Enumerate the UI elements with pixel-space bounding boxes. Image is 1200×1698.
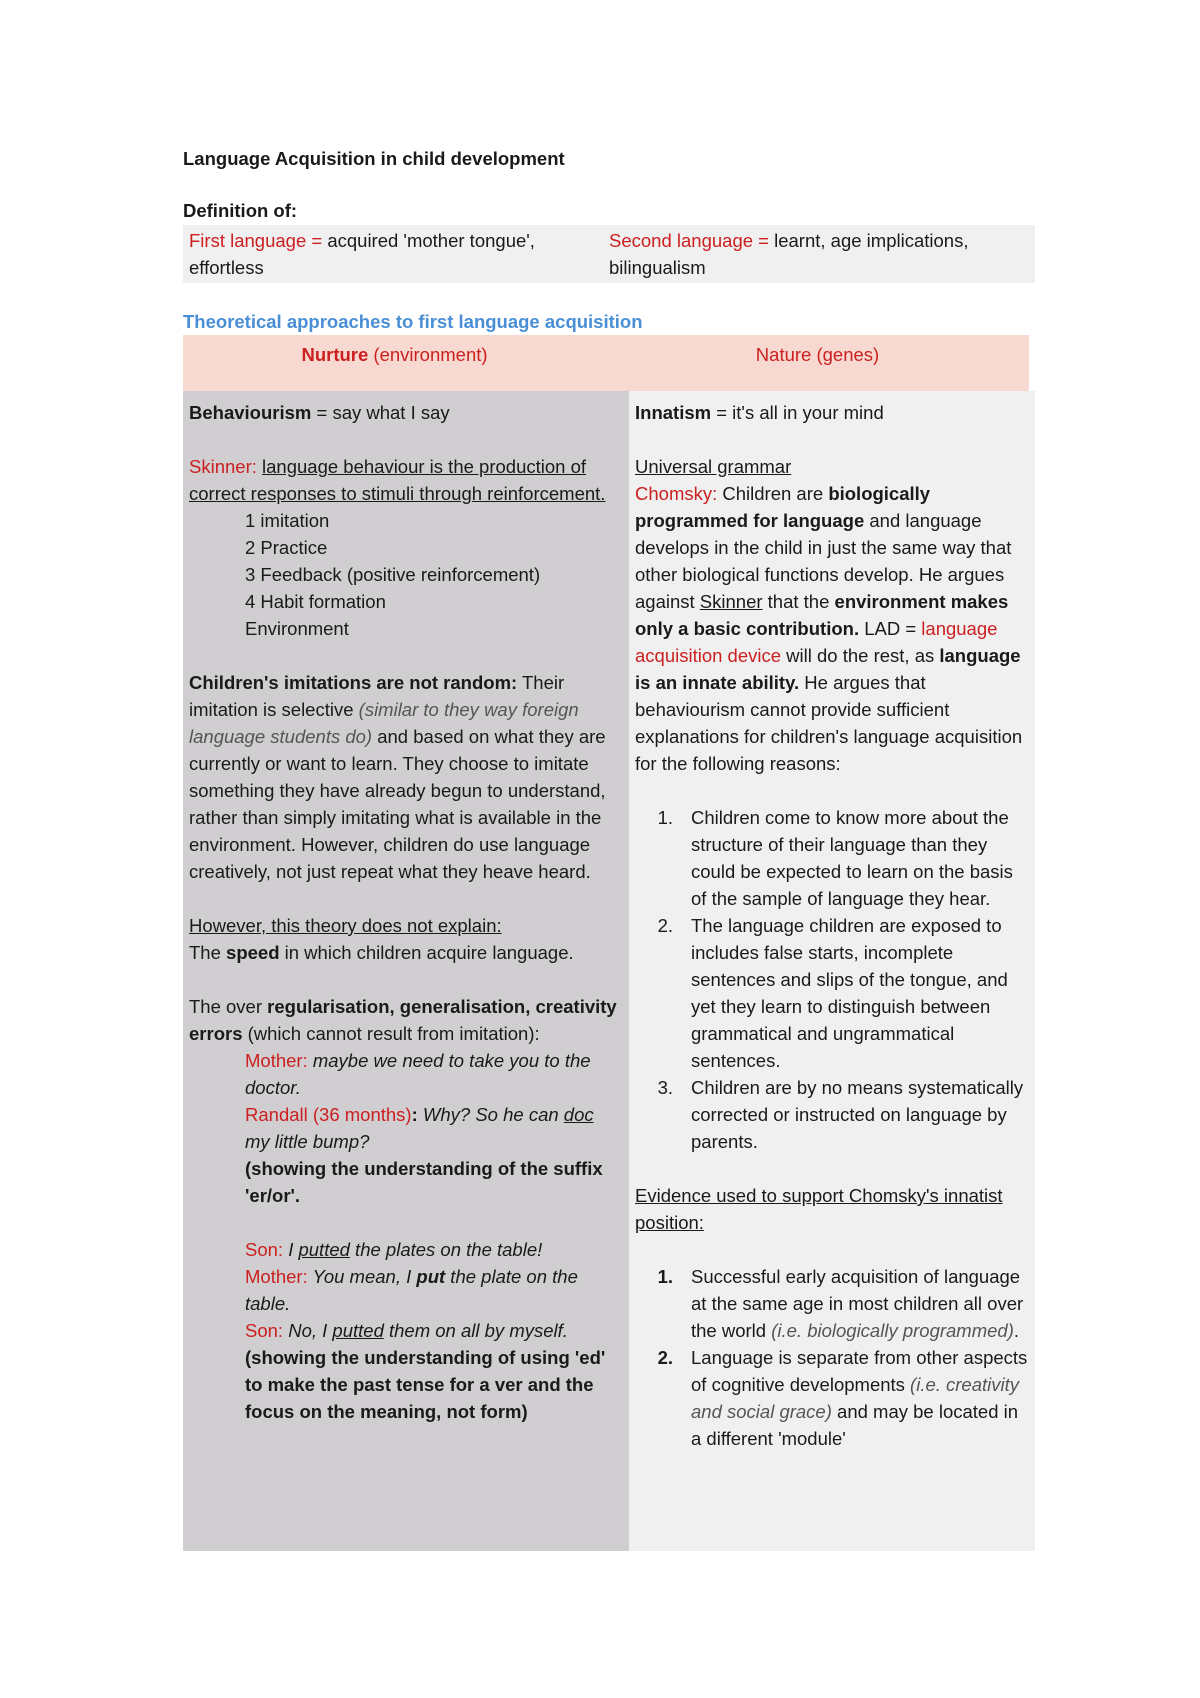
lad-term: language acquisition device bbox=[635, 618, 998, 666]
mother-name: Mother: bbox=[245, 1050, 308, 1071]
son-line-1 bbox=[245, 1236, 623, 1263]
speed-a: The bbox=[189, 942, 227, 963]
definition-table bbox=[183, 225, 1035, 283]
list-text: Children are by no means systematically corrected or instructed on language by parents. bbox=[691, 1077, 1024, 1152]
randall-b: my little bump? bbox=[245, 1131, 370, 1152]
first-language-text: acquired 'mother tongue', effortless bbox=[189, 230, 535, 278]
son-underlined: putted bbox=[298, 1239, 350, 1260]
nature-column bbox=[629, 391, 1035, 1551]
imitation-italic: (similar to they way foreign language students do) bbox=[189, 699, 579, 747]
chomsky-text: and language develops in the child in just the same way that other biological functions develop. He argues against bbox=[635, 510, 1012, 612]
list-number: 1. bbox=[657, 1266, 673, 1287]
nature-header: Nature (genes) bbox=[755, 344, 880, 365]
not-explain-heading: However, this theory does not explain: bbox=[189, 915, 502, 936]
chomsky-text: He argues that behaviourism cannot provide sufficient explanations for children's language acquisition for the following reasons: bbox=[635, 672, 1023, 774]
list-text: The language children are exposed to includes false starts, incomplete sentences and slips of the tongue, and yet they learn to distinguish between grammatical and ungrammatical sentences. bbox=[691, 915, 1008, 1071]
chomsky-text: that the bbox=[762, 591, 835, 612]
list-item bbox=[635, 1263, 1029, 1344]
speed-bold: speed bbox=[226, 942, 280, 963]
theory-table-body bbox=[183, 391, 1035, 1551]
randall-colon: : bbox=[411, 1104, 418, 1125]
reasons-list bbox=[635, 804, 1029, 1155]
behaviourism-line bbox=[189, 399, 623, 426]
chomsky-bold: biologically programmed for language bbox=[635, 483, 931, 531]
behaviourism-term: Behaviourism bbox=[189, 402, 312, 423]
list-text bbox=[691, 1344, 1029, 1452]
randall-line bbox=[245, 1101, 623, 1155]
list-item bbox=[635, 804, 1029, 912]
chomsky-bold: environment makes only a basic contribution. bbox=[635, 591, 1009, 639]
steps-list bbox=[189, 507, 623, 642]
chomsky-text: Children are bbox=[717, 483, 829, 504]
list-number: 3. bbox=[657, 1077, 673, 1098]
chomsky-bold: language is an innate ability. bbox=[635, 645, 1021, 693]
evidence-tail: . bbox=[1013, 1320, 1020, 1341]
second-language-text: learnt, age implications, bilingualism bbox=[609, 230, 969, 278]
speed-b: in which children acquire language. bbox=[279, 942, 574, 963]
list-text: Children come to know more about the structure of their language than they could be expected to learn on the basis of the sample of language they hear. bbox=[691, 807, 1013, 909]
chomsky-text: will do the rest, as bbox=[781, 645, 940, 666]
evidence-text: Successful early acquisition of language at the same age in most children all over the world bbox=[691, 1266, 1024, 1341]
mother-name: Mother: bbox=[245, 1266, 308, 1287]
evidence-list bbox=[635, 1263, 1029, 1452]
list-number: 2. bbox=[657, 915, 673, 936]
skinner-paragraph bbox=[189, 453, 623, 507]
over-a: The over bbox=[189, 996, 268, 1017]
evidence-text: Language is separate from other aspects of cognitive developments bbox=[691, 1347, 1028, 1395]
innatism-line bbox=[635, 399, 1029, 426]
imitation-paragraph bbox=[189, 669, 623, 885]
list-item bbox=[635, 1074, 1029, 1155]
innatism-term: Innatism bbox=[635, 402, 712, 423]
imitation-text-b: and based on what they are currently or want to learn. They choose to imitate something they have already begun to understand, rather than simply imitating what is available in the environment. However, children do use language creatively, not just repeat what they heave heard. bbox=[189, 726, 606, 882]
dialogue-1 bbox=[189, 1047, 623, 1425]
evidence-italic: (i.e. biologically programmed) bbox=[771, 1320, 1014, 1341]
ed-note: (showing the understanding of using 'ed' to make the past tense for a ver and the focus on the meaning, not form) bbox=[245, 1347, 606, 1422]
theory-table-header bbox=[183, 335, 1029, 391]
list-item bbox=[635, 1344, 1029, 1452]
randall-underlined: doc bbox=[563, 1104, 594, 1125]
list-number: 2. bbox=[657, 1347, 673, 1368]
randall-name: Randall (36 months) bbox=[245, 1104, 412, 1125]
first-language-definition bbox=[189, 227, 609, 281]
document-title: Language Acquisition in child development bbox=[183, 148, 565, 169]
first-language-term: First language = bbox=[189, 230, 328, 251]
evidence-heading: Evidence used to support Chomsky's innatist position: bbox=[635, 1185, 1003, 1233]
skinner-text: language behaviour is the production of correct responses to stimuli through reinforcement. bbox=[189, 456, 606, 504]
nurture-column bbox=[183, 391, 629, 1551]
chomsky-paragraph bbox=[635, 480, 1029, 777]
step-item: 2 Practice bbox=[245, 537, 328, 558]
step-item: Environment bbox=[245, 618, 349, 639]
over-regularisation-paragraph bbox=[189, 993, 623, 1047]
theory-heading: Theoretical approaches to first language acquisition bbox=[183, 311, 643, 332]
evidence-italic: (i.e. creativity and social grace) bbox=[691, 1374, 1020, 1422]
evidence-tail: and may be located in a different 'module' bbox=[691, 1401, 1019, 1449]
mother-bold: put bbox=[416, 1266, 446, 1287]
randall-a: Why? So he can bbox=[417, 1104, 564, 1125]
son-a: No, I bbox=[283, 1320, 333, 1341]
speed-line bbox=[189, 939, 623, 966]
list-text bbox=[691, 1263, 1029, 1344]
list-number: 1. bbox=[657, 807, 673, 828]
chomsky-name: Chomsky: bbox=[635, 483, 718, 504]
nurture-bold: Nurture bbox=[301, 344, 369, 365]
imitation-text-a: Their imitation is selective bbox=[189, 672, 565, 720]
mother-line-1 bbox=[245, 1047, 623, 1101]
mother-b: the plate on the table. bbox=[245, 1266, 578, 1314]
mother-line-2 bbox=[245, 1263, 623, 1317]
suffix-note: (showing the understanding of the suffix 'er/or'. bbox=[245, 1158, 603, 1206]
nurture-rest: (environment) bbox=[368, 344, 488, 365]
behaviourism-rest: = say what I say bbox=[311, 402, 450, 423]
innatism-rest: = it's all in your mind bbox=[711, 402, 884, 423]
son-name: Son: bbox=[245, 1239, 284, 1260]
over-b: (which cannot result from imitation): bbox=[242, 1023, 540, 1044]
nurture-header bbox=[183, 335, 606, 391]
skinner-ref: Skinner bbox=[699, 591, 763, 612]
list-item bbox=[635, 912, 1029, 1074]
document-page bbox=[183, 145, 1035, 1551]
son-name: Son: bbox=[245, 1320, 284, 1341]
step-item: 4 Habit formation bbox=[245, 591, 386, 612]
second-language-term: Second language = bbox=[609, 230, 775, 251]
son-a: I bbox=[283, 1239, 299, 1260]
second-language-definition bbox=[609, 227, 1029, 281]
over-bold: regularisation, generalisation, creativity errors bbox=[189, 996, 617, 1044]
universal-grammar-heading: Universal grammar bbox=[635, 456, 792, 477]
skinner-name: Skinner: bbox=[189, 456, 263, 477]
imitation-bold: Children's imitations are not random: bbox=[189, 672, 518, 693]
son-b: them on all by myself. bbox=[383, 1320, 568, 1341]
son-b: the plates on the table! bbox=[349, 1239, 543, 1260]
mother-text: maybe we need to take you to the doctor. bbox=[245, 1050, 591, 1098]
son-underlined: putted bbox=[332, 1320, 384, 1341]
definition-label: Definition of: bbox=[183, 200, 298, 221]
step-item: 3 Feedback (positive reinforcement) bbox=[245, 564, 541, 585]
mother-a: You mean, I bbox=[307, 1266, 417, 1287]
son-line-2 bbox=[245, 1317, 623, 1344]
step-item: 1 imitation bbox=[245, 510, 330, 531]
chomsky-text: LAD = bbox=[859, 618, 922, 639]
